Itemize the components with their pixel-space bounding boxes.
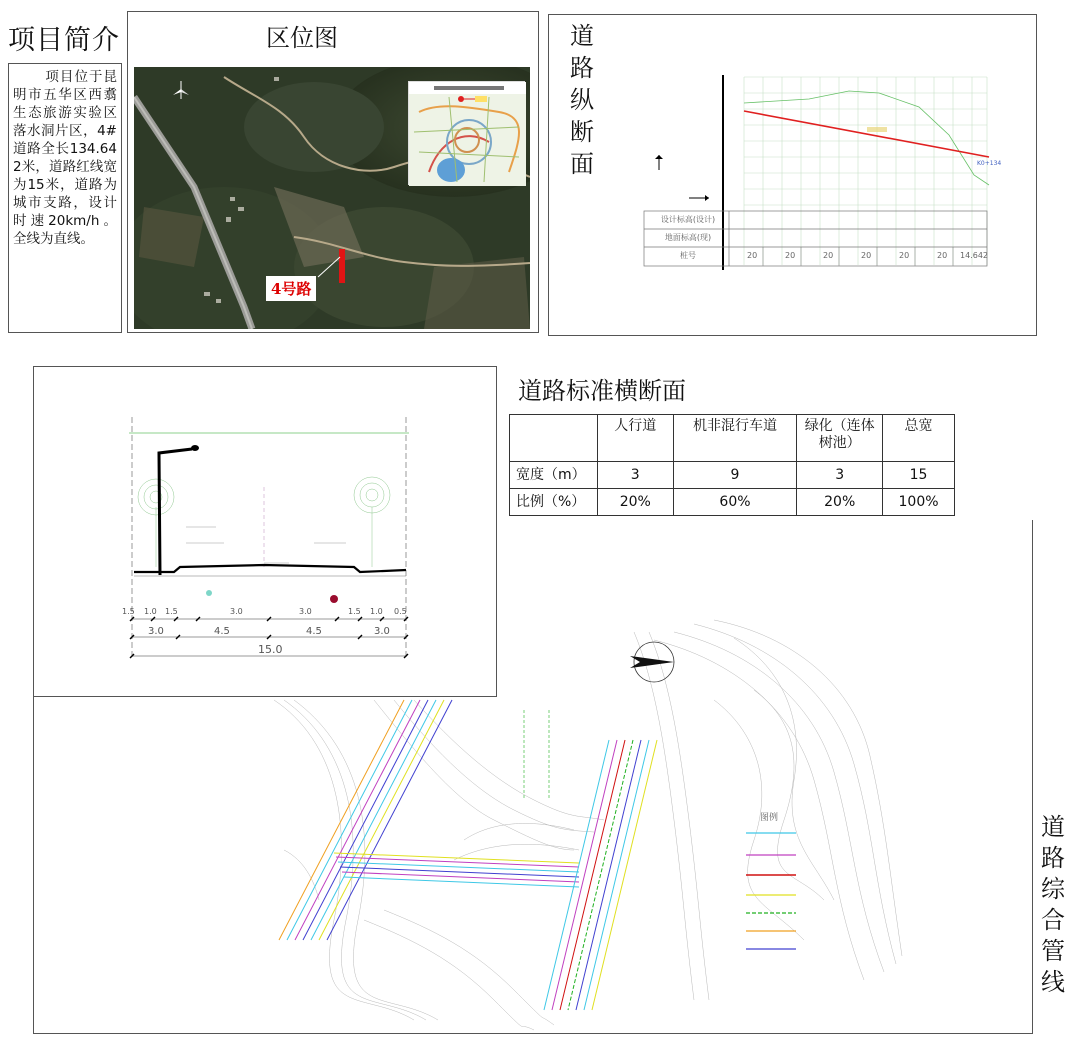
- intro-title: 项目简介: [8, 25, 120, 56]
- table-header-cell: 机非混行车道: [673, 415, 797, 462]
- table-header-row: [510, 415, 955, 462]
- grid-label-station: 桩号: [680, 251, 696, 260]
- dim-label-total: 15.0: [258, 643, 283, 656]
- table-cell: 20%: [597, 489, 673, 516]
- dim-label-segment: 3.0: [148, 626, 164, 637]
- table-cell: 60%: [673, 489, 797, 516]
- intro-text: 项目位于昆明市五华区西翥生态旅游实验区落水洞片区，4#道路全长134.642米，道路红线宽为15米，道路为城市支路，设计时速20km/h。全线为直线。: [13, 69, 117, 247]
- table-row-label: 宽度（m）: [510, 462, 598, 489]
- cross-section-heading: 道路标准横断面: [518, 377, 686, 405]
- cross-section-frame: [33, 366, 497, 697]
- dim-label-top: 1.5: [122, 607, 135, 616]
- grid-label-design: 设计标高(设计): [660, 215, 716, 224]
- station-value: 20: [861, 251, 872, 260]
- dim-label-top: 1.5: [348, 607, 361, 616]
- dim-label-top: 1.0: [370, 607, 383, 616]
- location-map-title: 区位图: [266, 24, 338, 52]
- dim-label-top: 1.0: [144, 607, 157, 616]
- table-cell: 9: [673, 462, 797, 489]
- station-value: 20: [937, 251, 948, 260]
- dim-label-segment: 4.5: [214, 626, 230, 637]
- dim-label-top: 3.0: [230, 607, 243, 616]
- width-table: [509, 414, 955, 516]
- station-value: 20: [747, 251, 758, 260]
- table-cell: 100%: [883, 489, 955, 516]
- inset-city-map: [408, 81, 525, 185]
- grid-label-ground: 地面标高(现): [664, 233, 712, 242]
- pipeline-title: 道路综合管线: [1041, 813, 1065, 996]
- table-row: [510, 489, 955, 516]
- dim-label-segment: 4.5: [306, 626, 322, 637]
- road-4-label: 4号路: [266, 276, 316, 301]
- dim-label-top: 3.0: [299, 607, 312, 616]
- intro-text-box: [8, 63, 122, 333]
- table-cell: 15: [883, 462, 955, 489]
- station-value: 14.642: [960, 251, 988, 260]
- longitudinal-title: 道路纵断面: [570, 22, 594, 178]
- station-value: 20: [785, 251, 796, 260]
- dim-label-top: 0.5: [394, 607, 407, 616]
- legend-title: 图例: [760, 813, 779, 823]
- table-cell: 20%: [797, 489, 883, 516]
- dim-label-segment: 3.0: [374, 626, 390, 637]
- table-header-cell: 总宽: [883, 415, 955, 462]
- svg-text:K0+134: K0+134: [977, 160, 1002, 167]
- table-cell: 3: [797, 462, 883, 489]
- longitudinal-frame: [548, 14, 1037, 336]
- table-row: [510, 462, 955, 489]
- table-header-cell: 人行道: [597, 415, 673, 462]
- station-value: 20: [899, 251, 910, 260]
- table-header-cell: [510, 415, 598, 462]
- table-row-label: 比例（%）: [510, 489, 598, 516]
- station-value: 20: [823, 251, 834, 260]
- table-cell: 3: [597, 462, 673, 489]
- table-header-cell: 绿化（连体树池）: [797, 415, 883, 462]
- dim-label-top: 1.5: [165, 607, 178, 616]
